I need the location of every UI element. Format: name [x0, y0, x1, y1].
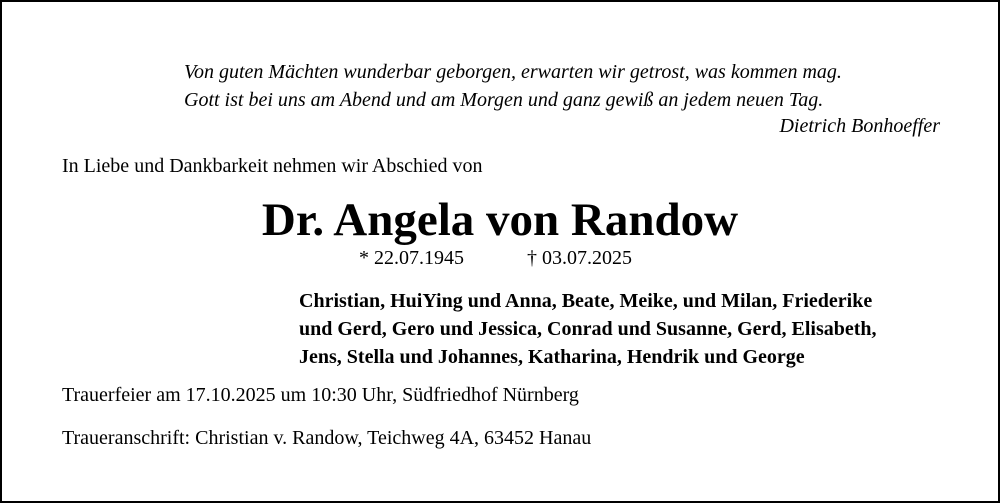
mourners-line-3: Jens, Stella und Johannes, Katharina, Hendrik und George: [299, 346, 805, 368]
quote-author: Dietrich Bonhoeffer: [779, 115, 940, 137]
condolence-address: Traueranschrift: Christian v. Randow, Teichweg 4A, 63452 Hanau: [62, 427, 592, 449]
mourners-line-2: und Gerd, Gero und Jessica, Conrad und Susanne, Gerd, Elisabeth,: [299, 318, 877, 340]
birth-date: * 22.07.1945: [359, 247, 464, 269]
deceased-name: Dr. Angela von Randow: [261, 194, 739, 246]
death-date: † 03.07.2025: [527, 247, 632, 269]
intro-text: In Liebe und Dankbarkeit nehmen wir Abschied von: [62, 155, 483, 177]
mourners-list: [299, 287, 877, 371]
quote-line-2: Gott ist bei uns am Abend und am Morgen und ganz gewiß an jedem neuen Tag.: [184, 89, 824, 111]
funeral-service-info: Trauerfeier am 17.10.2025 um 10:30 Uhr, Südfriedhof Nürnberg: [62, 384, 579, 406]
quote-line-1: Von guten Mächten wunderbar geborgen, erwarten wir getrost, was kommen mag.: [184, 61, 842, 83]
mourners-line-1: Christian, HuiYing und Anna, Beate, Meike, und Milan, Friederike: [299, 290, 873, 312]
life-dates: [359, 247, 632, 270]
